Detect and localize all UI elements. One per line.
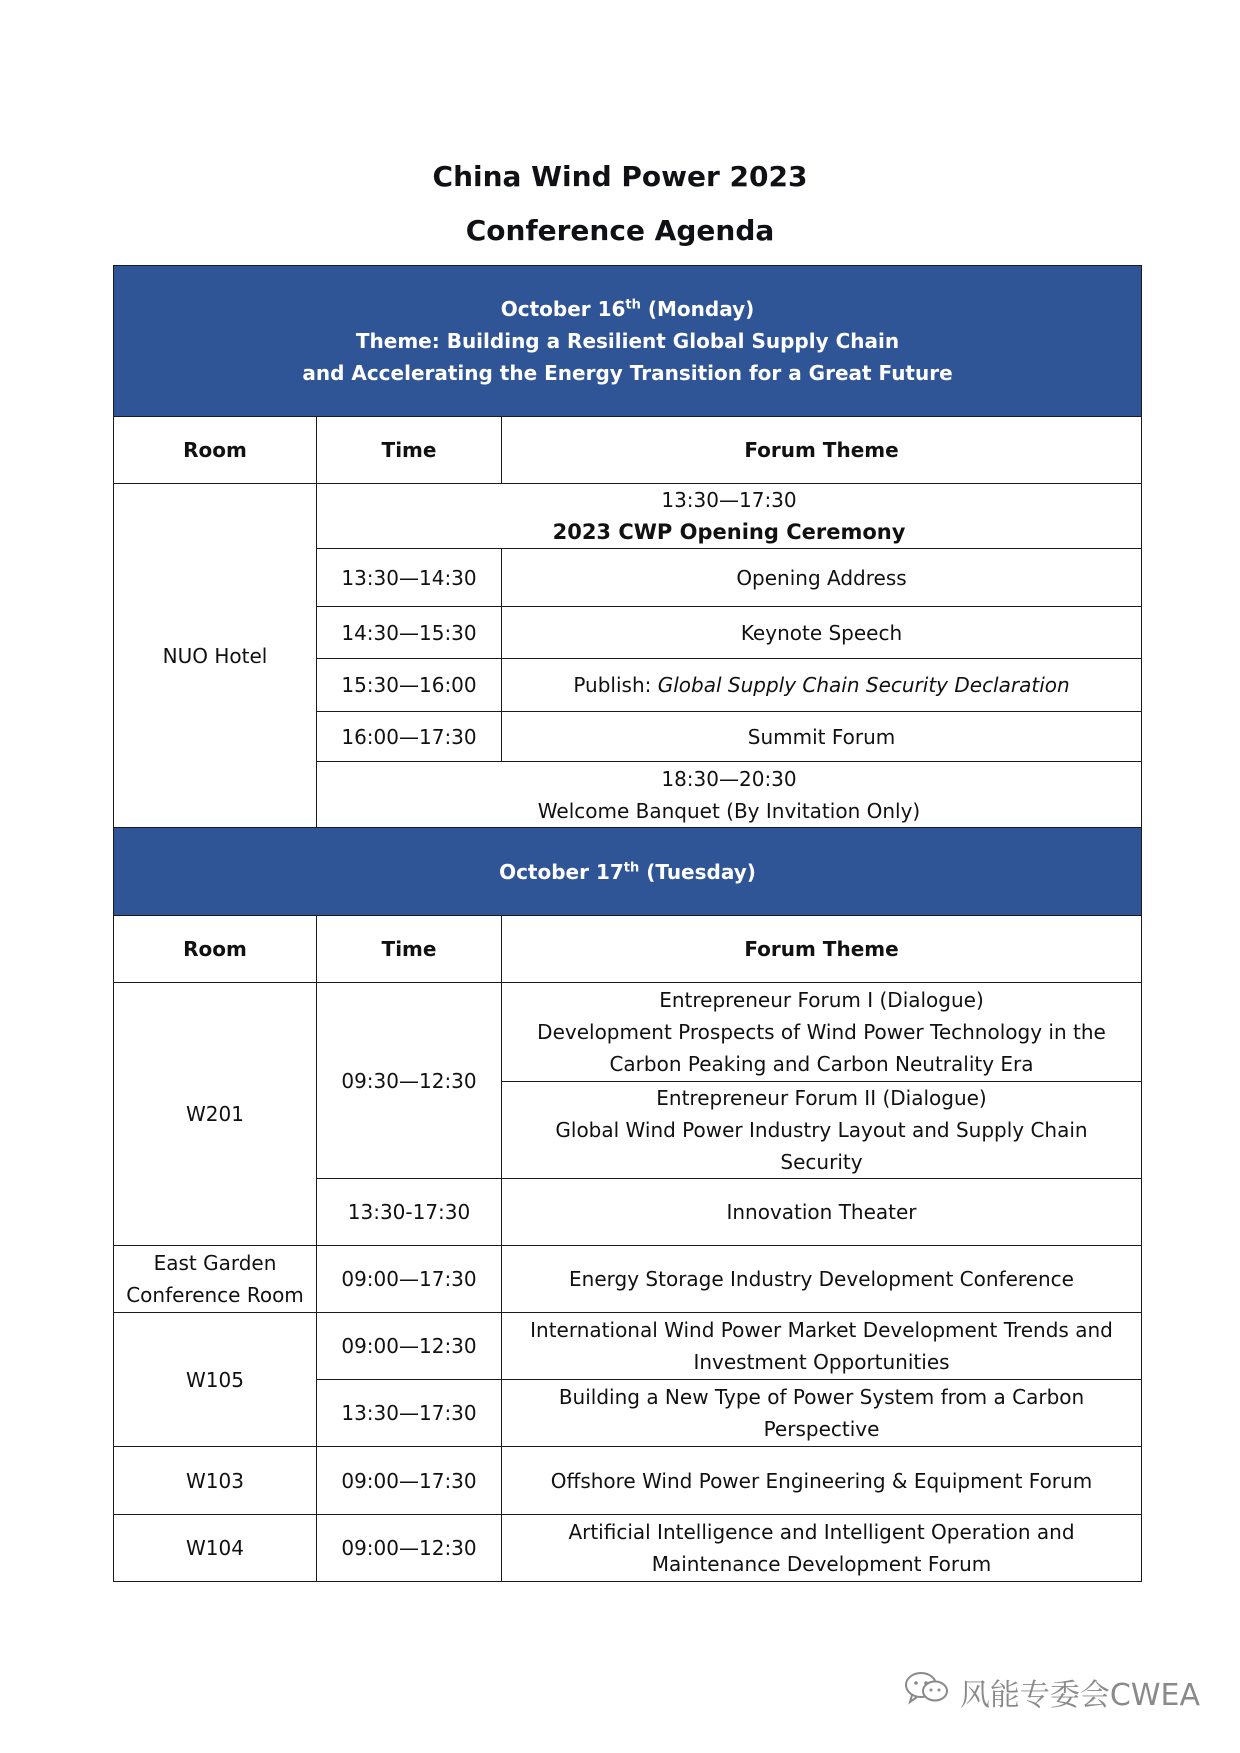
session-time: 13:30-17:30: [317, 1179, 502, 1246]
room-w105: W105: [114, 1313, 317, 1447]
column-header-forum-theme: Forum Theme: [502, 417, 1142, 484]
opening-ceremony-title: 2023 CWP Opening Ceremony: [552, 520, 906, 544]
day2-agenda-table: [113, 827, 1142, 1582]
entrepreneur-forum-1: Entrepreneur Forum I (Dialogue) Development Prospects of Wind Power Technology in the Carbon Peaking and Carbon Neutrality Era: [502, 983, 1142, 1082]
session-time: 09:30—12:30: [317, 983, 502, 1179]
session-theme: International Wind Power Market Development Trends and Investment Opportunities: [502, 1313, 1142, 1380]
day2-date: October 17th (Tuesday): [499, 859, 756, 884]
session-time: 09:00—17:30: [317, 1447, 502, 1515]
session-time: 09:00—12:30: [317, 1515, 502, 1582]
session-theme: Innovation Theater: [502, 1179, 1142, 1246]
opening-ceremony-time: 13:30—17:30: [661, 488, 797, 512]
column-header-room: Room: [114, 417, 317, 484]
document-title: China Wind Power 2023: [432, 160, 808, 193]
session-theme: Offshore Wind Power Engineering & Equipment Forum: [502, 1447, 1142, 1515]
welcome-banquet-cell: [317, 762, 1142, 828]
column-header-time: Time: [317, 916, 502, 983]
watermark-text: 风能专委会CWEA: [959, 1678, 1200, 1713]
session-theme: Artificial Intelligence and Intelligent Operation and Maintenance Development Forum: [502, 1515, 1142, 1582]
session-theme: Opening Address: [502, 549, 1142, 607]
column-header-room: Room: [114, 916, 317, 983]
document-subtitle: Conference Agenda: [465, 214, 775, 247]
room-nuo-hotel: NUO Hotel: [114, 484, 317, 828]
session-theme: Keynote Speech: [502, 607, 1142, 659]
declaration-title: Global Supply Chain Security Declaration: [657, 673, 1070, 697]
day1-agenda-table: [113, 265, 1142, 828]
session-time: 09:00—12:30: [317, 1313, 502, 1380]
session-time: 15:30—16:00: [317, 659, 502, 712]
day1-theme-line1: Theme: Building a Resilient Global Supply Chain: [355, 329, 900, 353]
room-w201: W201: [114, 983, 317, 1246]
session-time: 14:30—15:30: [317, 607, 502, 659]
session-theme: Summit Forum: [502, 712, 1142, 762]
day1-header-band: [114, 266, 1142, 417]
opening-ceremony-cell: [317, 484, 1142, 549]
session-time: 13:30—14:30: [317, 549, 502, 607]
room-east-garden: East Garden Conference Room: [114, 1246, 317, 1313]
day1-date: October 16th (Monday): [500, 297, 755, 321]
session-time: 16:00—17:30: [317, 712, 502, 762]
session-theme: Building a New Type of Power System from a Carbon Perspective: [502, 1380, 1142, 1447]
banquet-title: Welcome Banquet (By Invitation Only): [537, 798, 921, 823]
session-time: 13:30—17:30: [317, 1380, 502, 1447]
session-time: 09:00—17:30: [317, 1246, 502, 1313]
room-w103: W103: [114, 1447, 317, 1515]
room-w104: W104: [114, 1515, 317, 1582]
session-theme: Energy Storage Industry Development Conference: [502, 1246, 1142, 1313]
watermark: [904, 1670, 1200, 1714]
day2-header-band: [114, 828, 1142, 916]
column-header-time: Time: [317, 417, 502, 484]
wechat-icon: [904, 1670, 950, 1714]
banquet-time: 18:30—20:30: [661, 766, 797, 791]
entrepreneur-forum-2: Entrepreneur Forum II (Dialogue) Global Wind Power Industry Layout and Supply Chain Security: [502, 1082, 1142, 1179]
session-theme-publish: Publish: Global Supply Chain Security Declaration: [502, 659, 1142, 712]
column-header-forum-theme: Forum Theme: [502, 916, 1142, 983]
day1-theme-line2: and Accelerating the Energy Transition for a Great Future: [302, 361, 953, 385]
